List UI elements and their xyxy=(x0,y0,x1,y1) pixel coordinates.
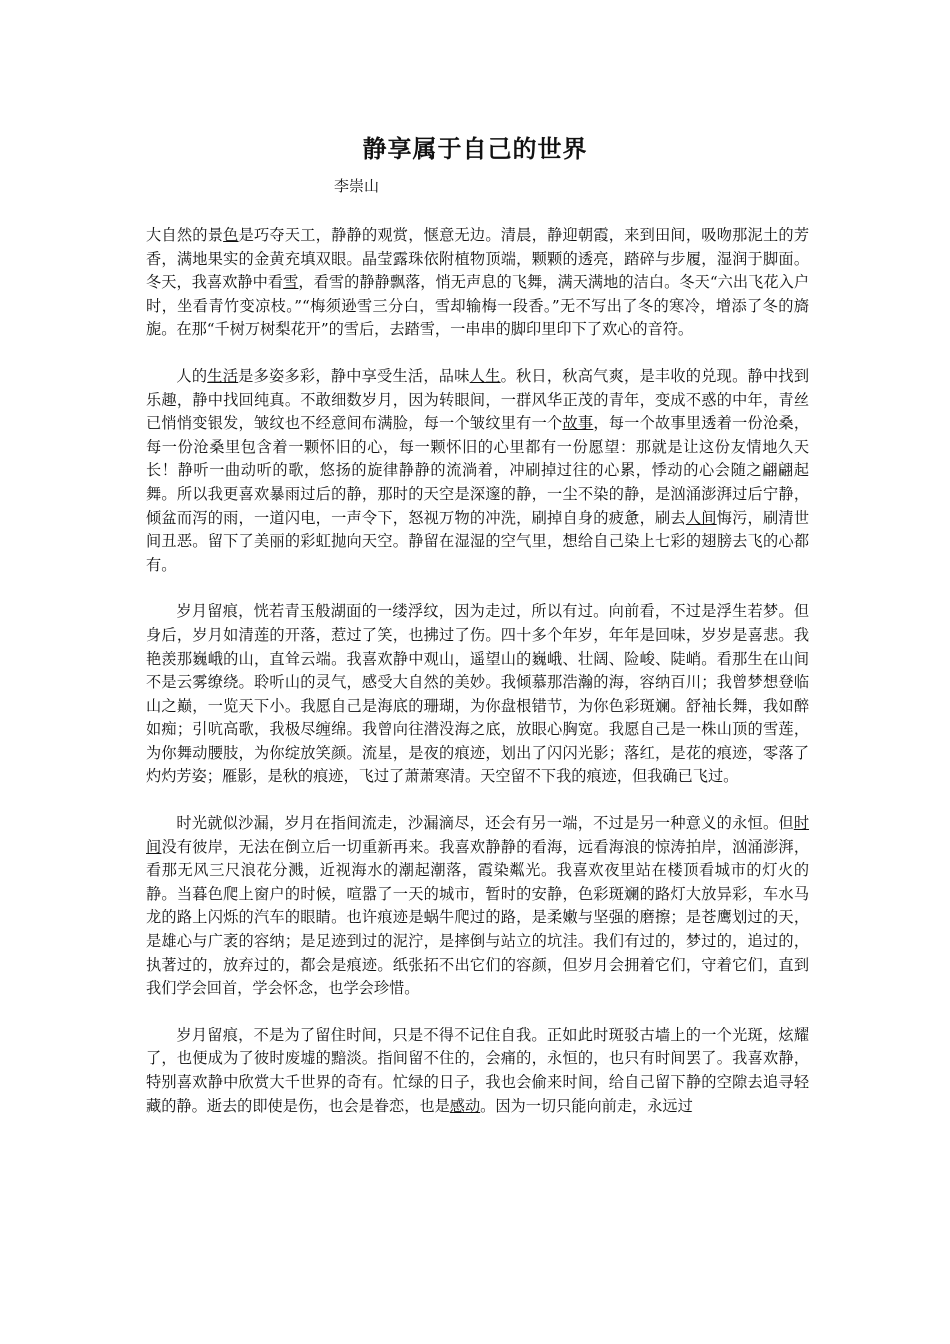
inline-link[interactable]: 人生 xyxy=(469,366,501,385)
paragraph-text: 岁月留痕，恍若青玉般湖面的一缕浮纹，因为走过，所以有过。向前看，不过是浮生若梦。但身后，岁月如清莲的开落，惹过了笑，也拂过了伤。四十多个年岁，年年是回味，岁岁是喜悲。我艳羡那巍峨的山，直耸云端。我喜欢静中观山，遥望山的巍峨、壮阔、险峻、陡峭。看那生在山间不是云雾缭绕。聆听山的灵气，感受大自然的美妙。我倾慕那浩瀚的海，容纳百川；我曾梦想登临山之巅，一览天下小。我愿自己是海底的珊瑚，为你盘根错节，为你色彩斑斓。舒袖长舞，我如醉如痴；引吭高歌，我极尽缠绵。我曾向往潜没海之底，放眼心胸宽。我愿自己是一株山顶的雪莲，为你舞动腰肢，为你绽放笑颜。流星，是夜的痕迹，划出了闪闪光影；落红，是花的痕迹，零落了灼灼芳姿；雁影，是秋的痕迹，飞过了萧萧寒清。天空留不下我的痕迹，但我确已飞过。 xyxy=(146,602,809,786)
article-body xyxy=(146,224,809,1118)
paragraph xyxy=(146,224,809,342)
paragraph-text: 。因为一切只能向前走，永远过 xyxy=(480,1096,693,1115)
paragraph xyxy=(146,600,809,789)
page-title: 静享属于自己的世界 xyxy=(362,134,588,163)
paragraph-text: 岁月留痕，不是为了留住时间，只是不得不记住自我。正如此时斑驳古墙上的一个光斑，炫耀了，也便成为了彼时废墟的黯淡。指间留不住的，会痛的，永恒的，也只有时间罢了。我喜欢静，特别喜欢静中欣赏大千世界的奇有。忙绿的日子，我也会偷来时间，给自己留下静的空隙去追寻轻藏的静。逝去的即使是伤，也会是眷恋，也是 xyxy=(146,1025,809,1115)
paragraph-text: 人的 xyxy=(176,366,208,385)
paragraph-text: 是多姿多彩，静中享受生活，品味 xyxy=(238,366,470,385)
inline-link[interactable]: 雪 xyxy=(283,273,299,292)
paragraph xyxy=(146,1024,809,1118)
inline-link[interactable]: 人间 xyxy=(685,508,717,527)
paragraph-text: 是巧夺天工，静静的观赏，惬意无边。清晨，静迎朝霞，来到田间，吸吻那泥土的芳香，满地果实的金黄充填双眼。晶莹露珠依附植物顶端，颗颗的透亮，踏碎与步履，湿润于脚面。冬天，我喜欢静中看 xyxy=(146,226,810,292)
paragraph-text: 。秋日，秋高气爽，是丰收的兑现。静中找到乐趣，静中找回纯真。不敢细数岁月，因为转眼间，一群风华正茂的青年，变成不惑的中年，青丝已悄悄变银发，皱纹也不经意间布满脸，每一个皱纹里有一个 xyxy=(146,366,810,433)
paragraph-text: 悔污，刷清世间丑恶。留下了美丽的彩虹抛向天空。静留在湿湿的空气里，想给自己染上七彩的翅膀去飞的心都有。 xyxy=(146,508,810,574)
inline-link[interactable]: 感动 xyxy=(449,1096,481,1115)
paragraph-text: ，看雪的静静飘落，悄无声息的飞舞，满天满地的洁白。冬天“六出飞花入户时，坐看青竹变凉枝。”“梅须逊雪三分白，雪却输梅一段香。”无不写出了冬的寒冷，增添了冬的旖旎。在那“千树万树梨花开”的雪后，去踏雪，一串串的脚印里印下了欢心的音符。 xyxy=(146,273,810,339)
paragraph xyxy=(146,812,809,1001)
inline-link[interactable]: 生活 xyxy=(207,366,239,385)
inline-link[interactable]: 故事 xyxy=(562,414,594,433)
inline-link[interactable]: 色 xyxy=(223,226,239,244)
paragraph xyxy=(146,365,809,577)
paragraph-text: ，每一个故事里透着一份沧桑，每一份沧桑里包含着一颗怀旧的心，每一颗怀旧的心里都有一份愿望：那就是让这份友情地久天长！静听一曲动听的歌，悠扬的旋律静静的流淌着，冲刷掉过往的心累，悸动的心会随之翩翩起舞。所以我更喜欢暴雨过后的静，那时的天空是深邃的静，一尘不染的静，是汹涌澎湃过后宁静，倾盆而泻的雨，一道闪电，一声令下，怒视万物的冲洗，刷掉自身的疲惫，刷去 xyxy=(146,414,810,527)
paragraph-text: 没有彼岸，无法在倒立后一切重新再来。我喜欢静静的看海，远看海浪的惊涛拍岸，汹涌澎湃，看那无风三尺浪花分溅，近视海水的潮起潮落，霞染粼光。我喜欢夜里站在楼顶看城市的灯火的静。当暮色爬上窗户的时候，喧嚣了一天的城市，暂时的安静，色彩斑斓的路灯大放异彩，车水马龙的路上闪烁的汽车的眼睛。也许痕迹是蜗牛爬过的路，是柔嫩与坚强的磨擦；是苍鹰划过的天，是雄心与广袤的容纳；是足迹到过的泥泞，是摔倒与站立的坑洼。我们有过的，梦过的，追过的，执著过的，放弃过的，都会是痕迹。纸张拓不出它们的容颜，但岁月会拥着它们，守着它们，直到我们学会回首，学会怀念，也学会珍惜。 xyxy=(146,837,810,998)
paragraph-text: 大自然的景 xyxy=(146,226,224,244)
inline-link[interactable]: 时间 xyxy=(146,814,809,856)
paragraph-text: 时光就似沙漏，岁月在指间流走，沙漏滴尽，还会有另一端，不过是另一种意义的永恒。但 xyxy=(176,814,794,833)
author-name: 李崇山 xyxy=(334,177,380,195)
